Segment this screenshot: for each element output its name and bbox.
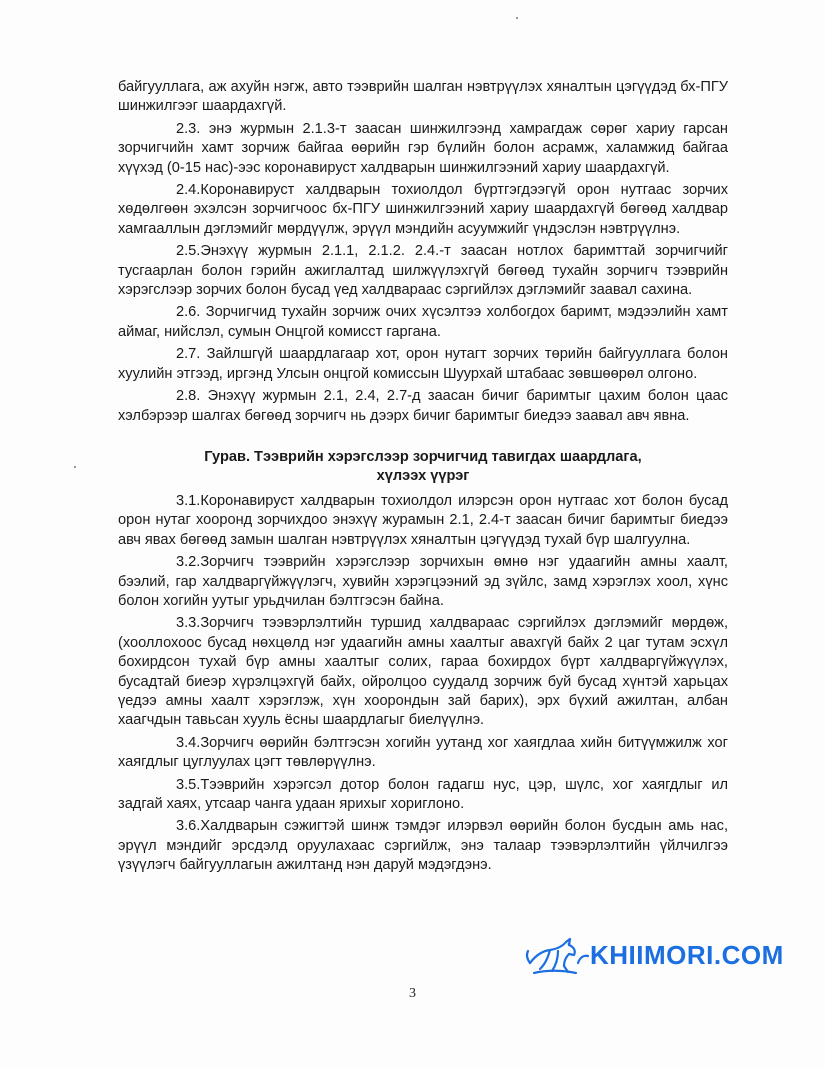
paragraph-3-2: 3.2.Зорчигч тээврийн хэрэгслээр зорчихын өмнө нэг удаагийн амны хаалт, бээлий, гар халдваргүйжүүлэгч, хувийн хэрэгцээний эд зүйлс, замд хэрэглэх хоол, хүнс болон хогийн уутыг урьдчилан бэлтгэсэн байна.	[118, 554, 728, 609]
paragraph-2-7: 2.7. Зайлшгүй шаардлагаар хот, орон нутагт зорчих төрийн байгууллага болон хуулийн этгээд, иргэнд Улсын онцгой комиссын Шуурхай штабаас зөвшөөрөл олгоно.	[118, 346, 728, 382]
paragraph-2-4: 2.4.Коронавируст халдварын тохиолдол бүртгэгдээгүй орон нутгаас зорчих хөдөлгөөн эхэлсэн зорчигчоос бх-ПГУ шинжилгээний хариу шаардахгүй бөгөөд халдвар хамгааллын дэглэмийг мөрдүүлж, эрүүл мэндийн асуумжийг үндэслэн нэвтрүүлнэ.	[118, 182, 728, 237]
paragraph-3-1: 3.1.Коронавируст халдварын тохиолдол илэрсэн орон нутгаас хот болон бусад орон нутаг хооронд зорчихдоо энэхүү журамын 2.1, 2.4-т заасан бичиг баримтыг биедээ авч явах бөгөөд замын шалган нэвтрүүлэх хяналтын цэгүүдэд тухай бүр шалгуулна.	[118, 492, 728, 548]
horse-logo-icon	[522, 933, 592, 977]
watermark	[522, 932, 784, 978]
paragraph-2-8: 2.8. Энэхүү журмын 2.1, 2.4, 2.7-д заасан бичиг баримтыг цахим болон цаас хэлбэрээр шалгах бөгөөд зорчигч нь дээрх бичиг баримтыг биедээ заавал авч явна.	[118, 388, 728, 424]
watermark-text: KHIIMORI.COM	[590, 939, 784, 970]
paragraph-2-2-continued: байгууллага, аж ахуйн нэгж, авто тээврийн шалган нэвтрүүлэх хяналтын цэгүүдэд бх-ПГУ шинжилгээг шаардахгүй.	[118, 79, 728, 115]
paragraph-3-5: 3.5.Тээврийн хэрэгсэл дотор болон гадагш нус, цэр, шүлс, хог хаягдлыг ил задгай хаях, утсаар чанга удаан ярихыг хориглоно.	[118, 776, 728, 812]
scan-speck	[74, 466, 76, 468]
paragraph-2-3: 2.3. энэ журмын 2.1.3-т заасан шинжилгээнд хамрагдаж сөрөг хариу гарсан зорчигчийн хамт зорчиж байгаа өөрийн гэр бүлийн болон асрамж, халамжид байгаа хүүхэд (0-15 нас)-ээс коронавируст халдварын шинжилгээний хариу шаардахгүй.	[118, 120, 728, 176]
section-heading	[118, 448, 728, 486]
paragraph-2-5: 2.5.Энэхүү журмын 2.1.1, 2.1.2. 2.4.-т заасан нотлох баримттай зорчигчийг тусгаарлан болон гэрийн ажиглалтад шилжүүлэхгүй бөгөөд тухайн зорчигч тээврийн хэрэгслээр зорчих болон бусад үед халдвараас сэргийлэх дэглэмийг заавал сахина.	[118, 243, 728, 299]
page-number: 3	[409, 986, 416, 1001]
document-body	[118, 78, 728, 879]
paragraph-3-3: 3.3.Зорчигч тээвэрлэлтийн туршид халдвараас сэргийлэх дэглэмийг мөрдөж, (хооллохоос бусад нөхцөлд нэг удаагийн амны хаалтыг авахгүй байх 2 цаг тутам эсхүл бохирдсон тухай бүр амны хаалтыг солих, гараа бохирдох бүрт халдваргүйжүүлэх, бусадтай биеэр хүрэлцэхгүй байх, ойролцоо суудалд зорчиж буй бусад хүнтэй харьцах үедээ амны хаалт хэрэглэж, хүн хоорондын зай барих), эрх бүхий ажилтан, албан хаагчдын тавьсан хууль ёсны шаардлагыг биелүүлнэ.	[118, 615, 728, 729]
paragraph-3-4: 3.4.Зорчигч өөрийн бэлтгэсэн хогийн уутанд хог хаягдлаа хийн битүүмжилж хог хаягдлыг цуглуулах цэгт төвлөрүүлнэ.	[118, 734, 728, 771]
section-heading-line1: Гурав. Тээврийн хэрэгслээр зорчигчид тавигдах шаардлага,	[204, 448, 642, 465]
paragraph-3-6: 3.6.Халдварын сэжигтэй шинж тэмдэг илэрвэл өөрийн болон бусдын амь нас, эрүүл мэндийг эрсдэлд оруулахаас сэргийлж, энэ талаар тээвэрлэлтийн үйлчилгээ үзүүлэгч байгууллагын ажилтанд нэн даруй мэдэгдэнэ.	[118, 818, 728, 874]
section-heading-line2: хүлээх үүрэг	[376, 467, 470, 484]
paragraph-2-6: 2.6. Зорчигчид тухайн зорчиж очих хүсэлтээ холбогдох баримт, мэдээлийн хамт аймаг, нийслэл, сумын Онцгой комисст гаргана.	[118, 304, 728, 340]
scan-speck	[516, 17, 518, 19]
